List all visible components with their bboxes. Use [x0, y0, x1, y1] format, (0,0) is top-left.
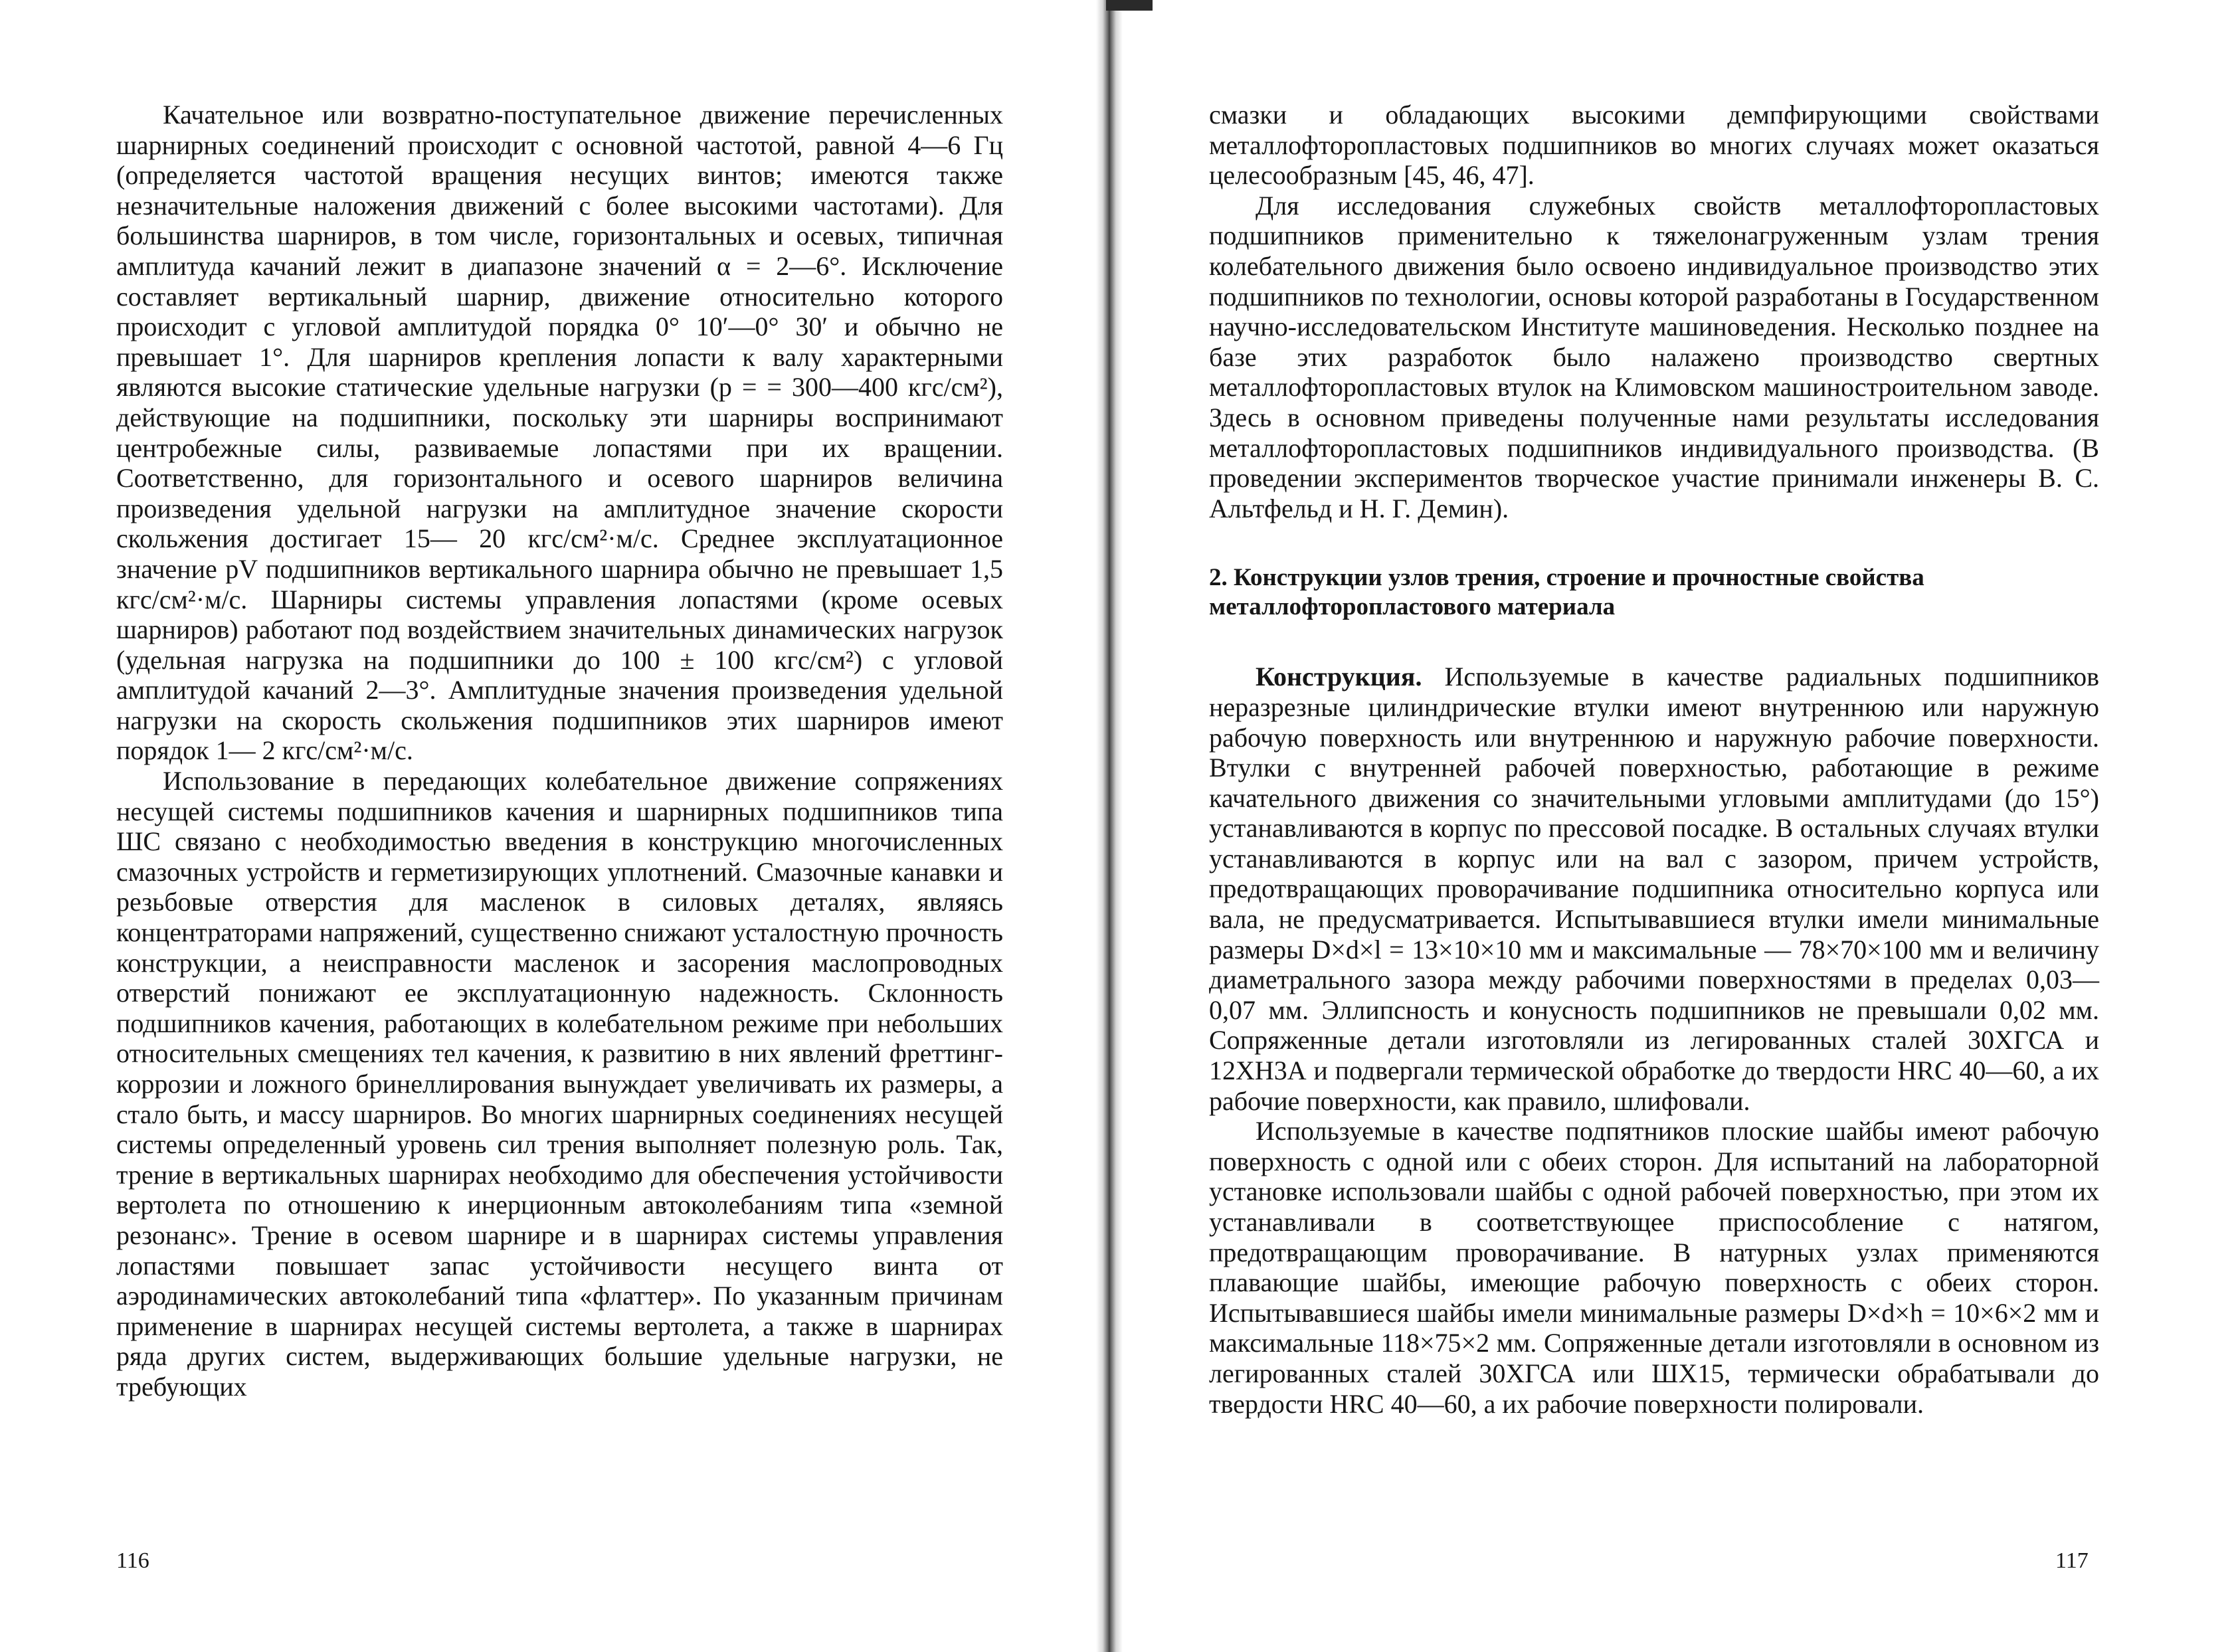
paragraph: Качательное или возвратно-поступательное движение перечисленных шарнирных соединений происходит с основной частотой, равной 4—6 Гц (определяется частотой вращения несущих винтов; имеются также незначительные наложения движений с более высокими частотами). Для большинства шарниров, в том числе, горизонтальных и осевых, типичная амплитуда качаний лежит в диапазоне значений α = 2—6°. Исключение составляет вертикальный шарнир, движение относительно которого происходит с угловой амплитудой порядка 0° 10′—0° 30′ и обычно не превышает 1°. Для шарниров крепления лопасти к валу характерными являются высокие статические удельные нагрузки (p = = 300—400 кгс/см²), действующие на подшипники, поскольку эти шарниры воспринимают центробежные силы, развиваемые лопастями при их вращении. Соответственно, для горизонтального и осевого шарниров величина произведения удельной нагрузки на амплитудное значение скорости скольжения достигает 15— 20 кгс/см²·м/с. Среднее эксплуатационное значение pV подшипников вертикального шарнира обычно не превышает 1,5 кгс/см²·м/с. Шарниры системы управления лопастями (кроме осевых шарниров) работают под воздействием значительных динамических нагрузок (удельная нагрузка на подшипники до 100 ± 100 кгс/см²) с угловой амплитудой качаний 2—3°. Амплитудные значения произведения удельной нагрузки на скорость скольжения подшипников этих шарниров имеют порядок 1— 2 кгс/см²·м/с.: [116, 100, 1003, 766]
right-page: [1113, 0, 2240, 1652]
paragraph: [1209, 662, 2099, 1116]
page-number: 116: [116, 1548, 149, 1573]
left-page: [0, 0, 1103, 1652]
page-number: 117: [2055, 1548, 2089, 1573]
runin-heading: Конструкция.: [1256, 662, 1422, 692]
right-text-column: [1209, 100, 2099, 1419]
section-heading: 2. Конструкции узлов трения, строение и прочностные свойства металлофторопластового материала: [1209, 564, 1924, 621]
paragraph: Для исследования служебных свойств металлофторопластовых подшипников применительно к тяжелонагруженным узлам трения колебательного движения было освоено индивидуальное производство этих подшипников по технологии, основы которой разработаны в Государственном научно-исследовательском Институте машиноведения. Несколько позднее на базе этих разработок было налажено производство свертных металлофторопластовых втулок на Климовском машиностроительном заводе. Здесь в основном приведены полученные нами результаты исследования металлофторопластовых подшипников индивидуального производства. (В проведении экспериментов творческое участие принимали инженеры В. С. Альтфельд и Н. Г. Демин).: [1209, 190, 2099, 523]
paragraph: смазки и обладающих высокими демпфирующими свойствами металлофторопластовых подшипников во многих случаях может оказаться целесообразным [45, 46, 47].: [1209, 100, 2099, 191]
left-text-column: [116, 100, 1003, 1402]
paragraph: Используемые в качестве подпятников плоские шайбы имеют рабочую поверхность с одной или с обеих сторон. Для испытаний на лабораторной установке использовали шайбы с одной рабочей поверхностью, при этом их устанавливали в соответствующее приспособление с натягом, предотвращающим проворачивание. В натурных узлах применяются плавающие шайбы, имеющие рабочую поверхность с обеих сторон. Испытывавшиеся шайбы имели минимальные размеры D×d×h = 10×6×2 мм и максимальные 118×75×2 мм. Сопряженные детали изготовляли в основном из легированных сталей 30ХГСА или ШХ15, термически обрабатывали до твердости HRC 40—60, а их рабочие поверхности полировали.: [1209, 1116, 2099, 1419]
paragraph: Использование в передающих колебательное движение сопряжениях несущей системы подшипников качения и шарнирных подшипников типа ШС связано с необходимостью введения в конструкцию многочисленных смазочных устройств и герметизирующих уплотнений. Смазочные канавки и резьбовые отверстия для масленок в силовых деталях, являясь концентраторами напряжений, существенно снижают усталостную прочность конструкции, а неисправности масленок и засорения маслопроводных отверстий понижают ее эксплуатационную надежность. Склонность подшипников качения, работающих в колебательном режиме при небольших относительных смещениях тел качения, к развитию в них явлений фреттинг-коррозии и ложного бринеллирования вынуждает увеличивать их размеры, а стало быть, и массу шарниров. Во многих шарнирных соединениях несущей системы определенный уровень сил трения выполняет полезную роль. Так, трение в вертикальных шарнирах необходимо для обеспечения устойчивости вертолета по отношению к инерционным автоколебаниям типа «земной резонанс». Трение в осевом шарнире и в шарнирах системы управления лопастями повышает запас устойчивости несущего винта от аэродинамических автоколебаний типа «флаттер». По указанным причинам применение в шарнирах несущей системы вертолета, а также в шарнирах ряда других систем, выдерживающих большие удельные нагрузки, не требующих: [116, 766, 1003, 1402]
paragraph-text: Используемые в качестве радиальных подшипников неразрезные цилиндрические втулки имеют внутреннюю или наружную рабочую поверхность или внутреннюю и наружную рабочие поверхности. Втулки с внутренней рабочей поверхностью, работающие в режиме качательного движения со значительными угловыми амплитудами (до 15°) устанавливаются в корпус по прессовой посадке. В остальных случаях втулки устанавливаются в корпус или на вал с зазором, причем устройств, предотвращающих проворачивание подшипника относительно корпуса или вала, не предусматривается. Испытывавшиеся втулки имели минимальные размеры D×d×l = 13×10×10 мм и максимальные — 78×70×100 мм и величину диаметрального зазора между рабочими поверхностями в пределах 0,03—0,07 мм. Эллипсность и конусность подшипников не превышали 0,02 мм. Сопряженные детали изготовляли из легированных сталей 30ХГСА и 12ХН3А и подвергали термической обработке до твердости HRC 40—60, а их рабочие поверхности, как правило, шлифовали.: [1209, 662, 2099, 1116]
